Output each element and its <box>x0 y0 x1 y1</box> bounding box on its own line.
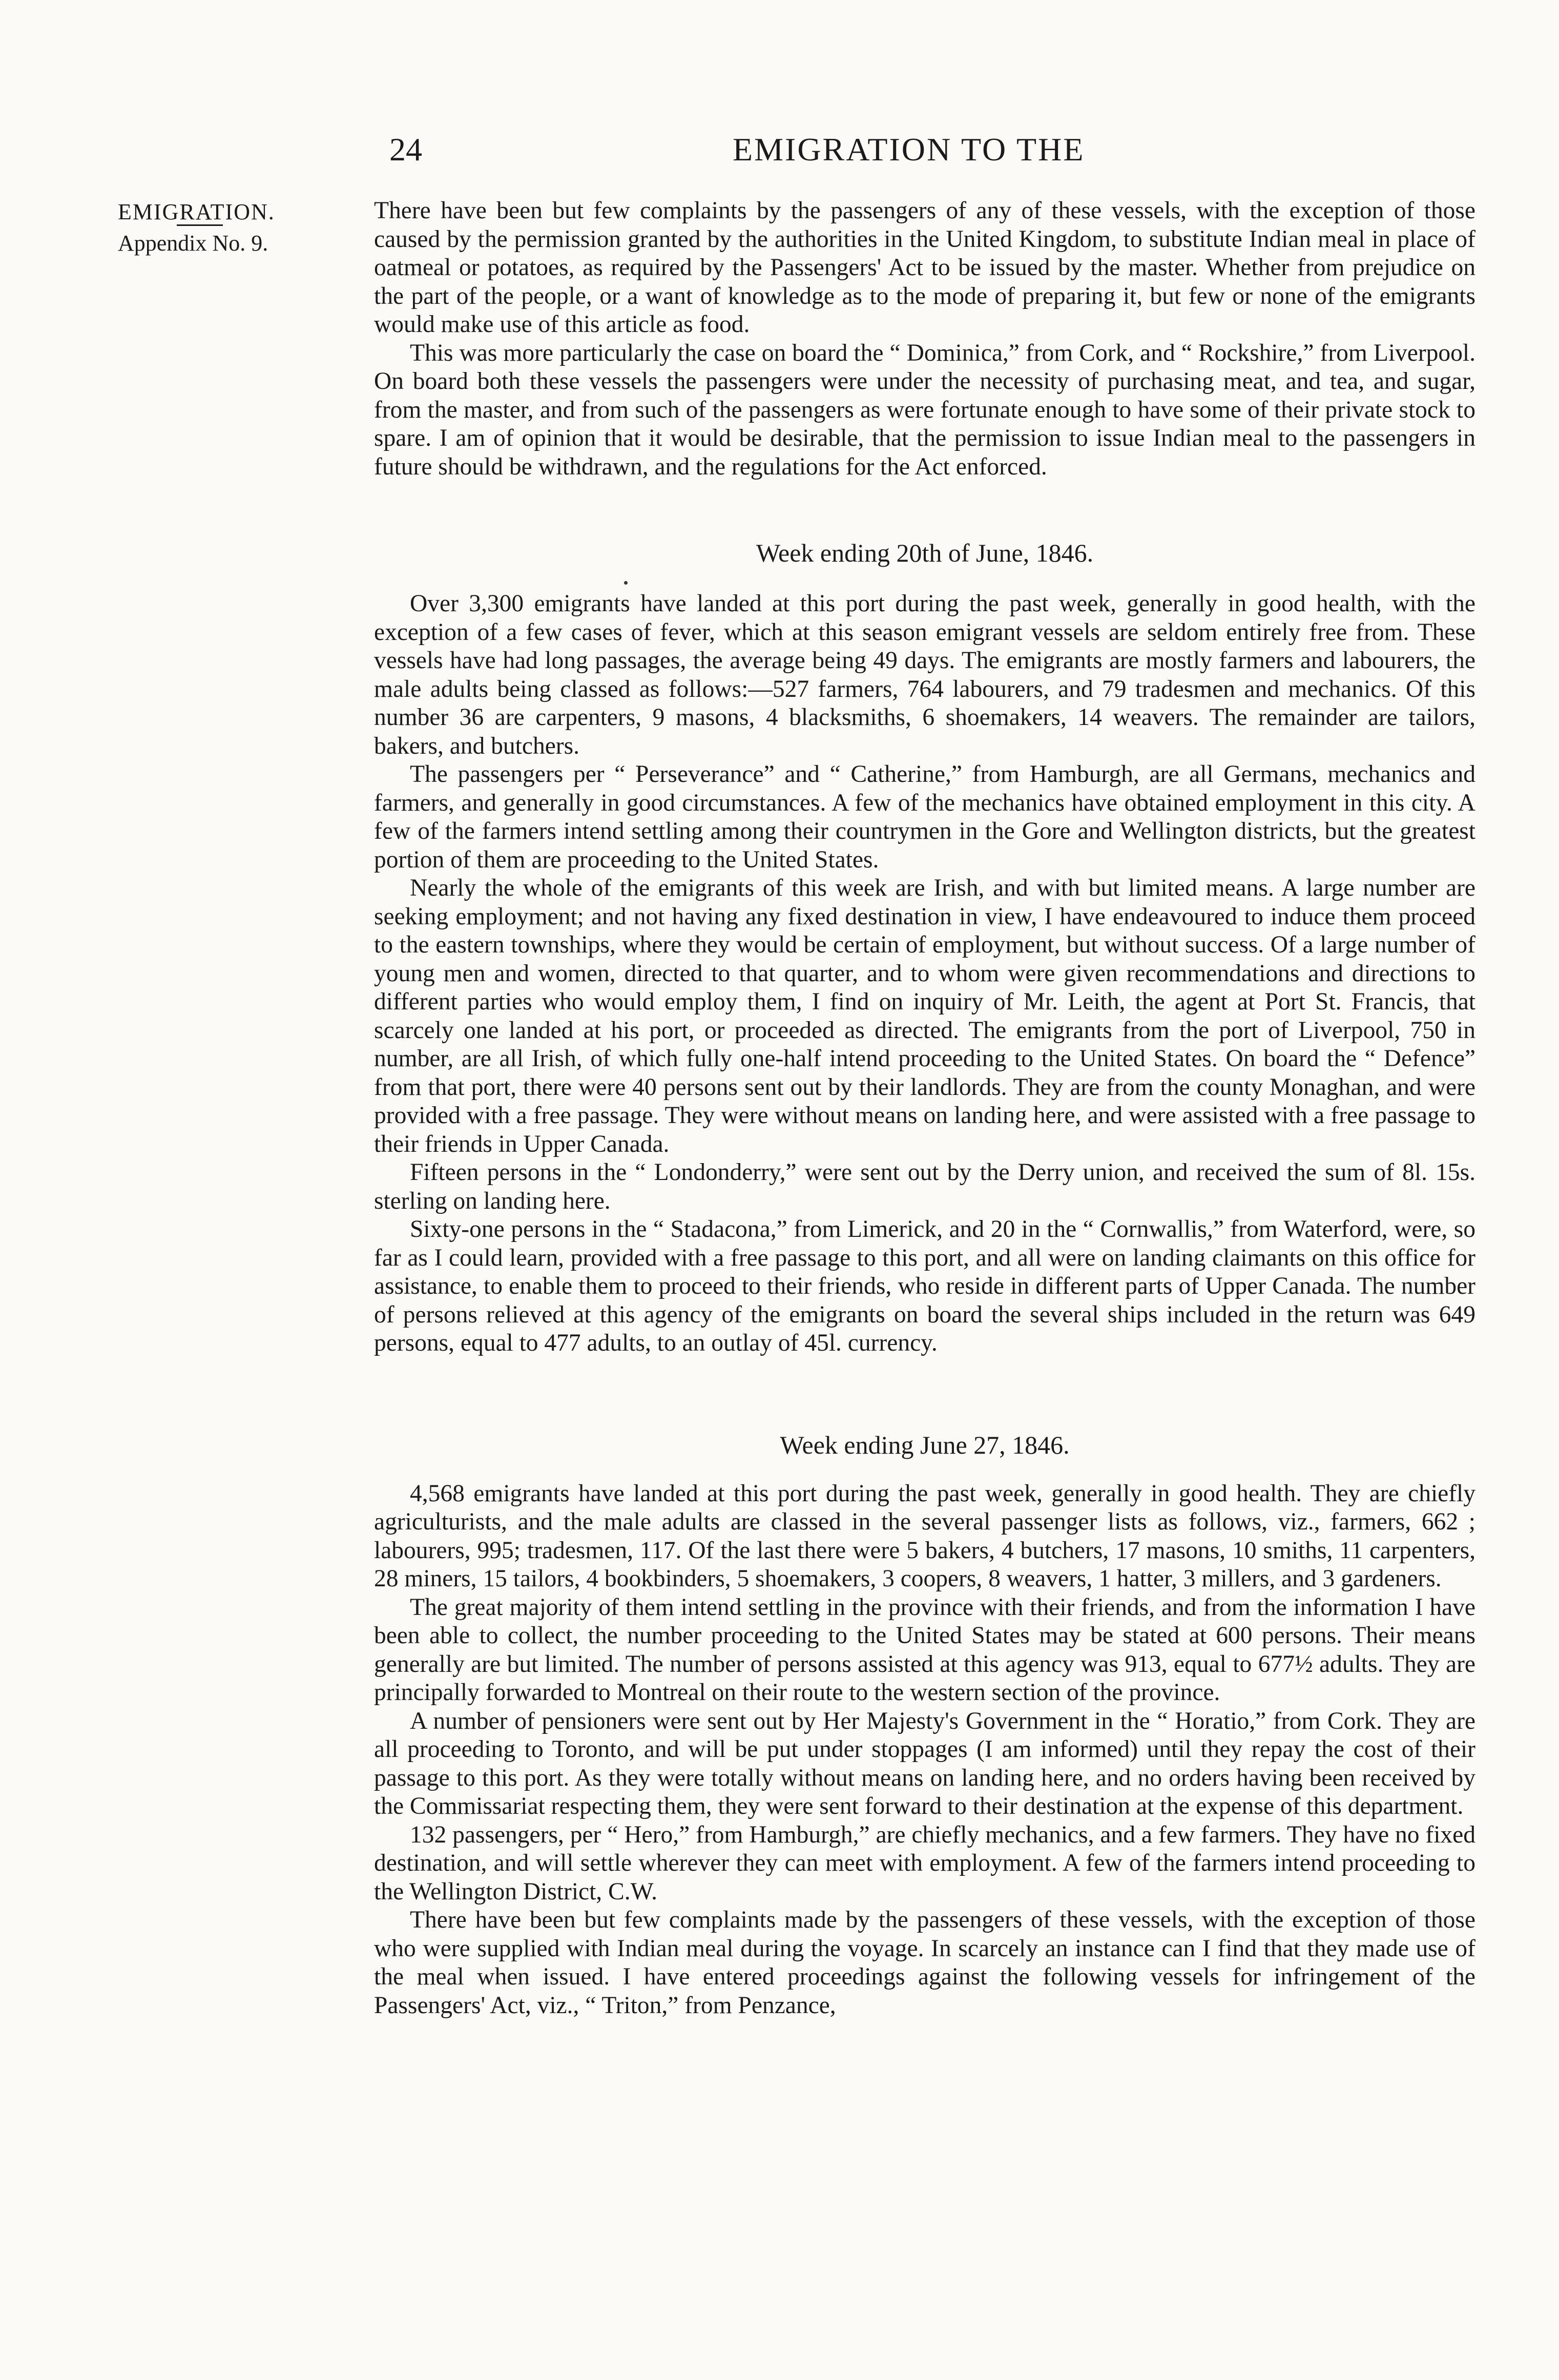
paragraph: The passengers per “ Perseverance” and “ Catherine,” from Hamburgh, are all Germans, mechanics and farmers, and generally in good circumstances. A few of the mechanics have obtained employment in this city. A few of the farmers intend settling among their countrymen in the Gore and Wellington districts, but the greatest portion of them are proceeding to the United States. <box>374 761 1475 873</box>
paragraph: A number of pensioners were sent out by Her Majesty's Government in the “ Horatio,” from Cork. They are all proceeding to Toronto, and will be put under stoppages (I am informed) until they repay the cost of their passage to this port. As they were totally without means on landing here, and no orders having been received by the Commissariat respecting them, they were sent forward to their destination at the expense of this department. <box>374 1707 1475 1819</box>
paragraph: The great majority of them intend settling in the province with their friends, and from the information I have been able to collect, the number proceeding to the United States may be stated at 600 persons. Their means generally are but limited. The number of persons assisted at this agency was 913, equal to 677½ adults. They are principally forwarded to Montreal on their route to the western section of the province. <box>374 1593 1475 1706</box>
paragraph: 4,568 emigrants have landed at this port during the past week, generally in good health. They are chiefly agriculturists, and the male adults are classed in the several passenger lists as follows, viz., farmers, 662 ; labourers, 995; tradesmen, 117. Of the last there were 5 bakers, 4 butchers, 17 masons, 10 smiths, 11 carpenters, 28 miners, 15 tailors, 4 bookbinders, 5 shoemakers, 3 coopers, 8 weavers, 1 hatter, 3 millers, and 3 gardeners. <box>374 1480 1475 1592</box>
paragraph: This was more particularly the case on board the “ Dominica,” from Cork, and “ Rockshire,” from Liverpool. On board both these vessels the passengers were under the necessity of purchasing meat, and tea, and sugar, from the master, and from such of the passengers as were fortunate enough to have some of their private stock to spare. I am of opinion that it would be desirable, that the permission to issue Indian meal to the passengers in future should be withdrawn, and the regulations for the Act enforced. <box>374 339 1475 480</box>
paragraph: Over 3,300 emigrants have landed at this port during the past week, generally in good health, with the exception of a few cases of fever, which at this season emigrant vessels are seldom entirely free from. These vessels have had long passages, the average being 49 days. The emigrants are mostly farmers and labourers, the male adults being classed as follows:—527 farmers, 764 labourers, and 79 tradesmen and mechanics. Of this number 36 are carpenters, 9 masons, 4 blacksmiths, 6 shoemakers, 14 weavers. The remainder are tailors, bakers, and butchers. <box>374 590 1475 759</box>
week-heading: Week ending 20th of June, 1846. <box>756 539 1094 567</box>
margin-rule <box>177 224 223 226</box>
paragraph: There have been but few complaints by the passengers of any of these vessels, with the exception of those caused by the permission granted by the authorities in the United Kingdom, to substitute Indian meal in place of oatmeal or potatoes, as required by the Passengers' Act to be issued by the master. Whether from prejudice on the part of the people, or a want of knowledge as to the mode of preparing it, but few or none of the emigrants would make use of this article as food. <box>374 197 1475 338</box>
page-number: 24 <box>389 131 422 168</box>
margin-section-label: EMIGRATION. <box>118 199 275 224</box>
margin-appendix-label: Appendix No. 9. <box>118 231 268 256</box>
paragraph: There have been but few complaints made by the passengers of these vessels, with the exception of those who were supplied with Indian meal during the voyage. In scarcely an instance can I find that they made use of the meal when issued. I have entered proceedings against the following vessels for infringement of the Passengers' Act, viz., “ Triton,” from Penzance, <box>374 1907 1475 2019</box>
paragraph: Fifteen persons in the “ Londonderry,” were sent out by the Derry union, and received the sum of 8l. 15s. sterling on landing here. <box>374 1159 1475 1214</box>
paragraph: 132 passengers, per “ Hero,” from Hamburgh,” are chiefly mechanics, and a few farmers. They have no fixed destination, and will settle wherever they can meet with employment. A few of the farmers intend proceeding to the Wellington District, C.W. <box>374 1821 1475 1905</box>
paragraph: Nearly the whole of the emigrants of this week are Irish, and with but limited means. A large number are seeking employment; and not having any fixed destination in view, I have endeavoured to induce them proceed to the eastern townships, where they would be certain of employment, but without success. Of a large number of young men and women, directed to that quarter, and to whom were given recommendations and directions to different parties who would employ them, I find on inquiry of Mr. Leith, the agent at Port St. Francis, that scarcely one landed at his port, or proceeded as directed. The emigrants from the port of Liverpool, 750 in number, are all Irish, of which fully one-half intend proceeding to the United States. On board the “ Defence” from that port, there were 40 persons sent out by their landlords. They are from the county Monaghan, and were provided with a free passage. They were without means on landing here, and were assisted with a free passage to their friends in Upper Canada. <box>374 875 1475 1157</box>
week-heading: Week ending June 27, 1846. <box>780 1430 1070 1459</box>
paragraph: Sixty-one persons in the “ Stadacona,” from Limerick, and 20 in the “ Cornwallis,” from Waterford, were, so far as I could learn, provided with a free passage to this port, and all were on landing claimants on this office for assistance, to enable them to proceed to their friends, who reside in different parts of Upper Canada. The number of persons relieved at this agency of the emigrants on board the several ships included in the return was 649 persons, equal to 477 adults, to an outlay of 45l. currency. <box>374 1216 1475 1356</box>
running-head: EMIGRATION TO THE <box>733 131 1085 168</box>
body-text <box>374 197 1475 2020</box>
